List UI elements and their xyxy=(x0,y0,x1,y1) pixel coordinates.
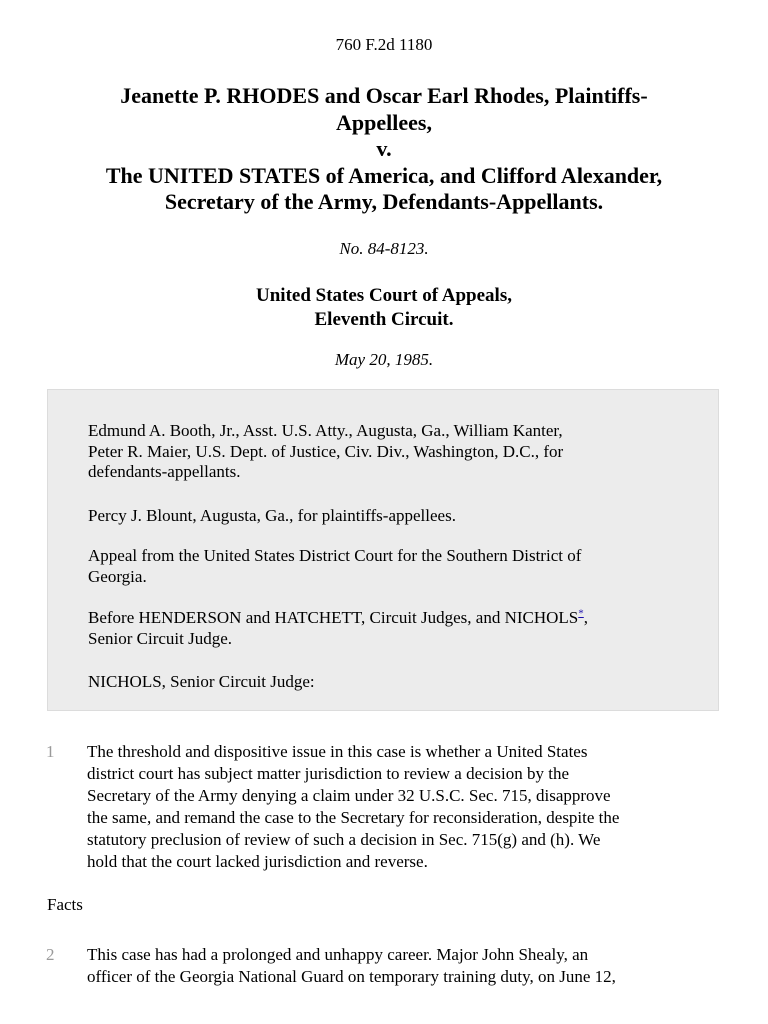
panel-line: Before HENDERSON and HATCHETT, Circuit Judges, and NICHOLS xyxy=(88,608,579,627)
court-name-line: Eleventh Circuit. xyxy=(314,309,454,330)
paragraph-line: The threshold and dispositive issue in this case is whether a United States xyxy=(87,742,588,761)
court-name xyxy=(0,284,768,332)
counsel-line: Peter R. Maier, U.S. Dept. of Justice, Civ. Div., Washington, D.C., for xyxy=(88,441,564,461)
case-title-line: The UNITED STATES of America, and Clifford Alexander, xyxy=(105,162,663,188)
author-line: NICHOLS, Senior Circuit Judge: xyxy=(88,672,315,691)
appeal-line: Appeal from the United States District Court for the Southern District of xyxy=(88,546,582,565)
case-citation: 760 F.2d 1180 xyxy=(335,35,433,54)
paragraph-text xyxy=(87,741,727,873)
paragraph-number: 2 xyxy=(46,945,55,964)
case-title-line: Secretary of the Army, Defendants-Appellants. xyxy=(164,189,604,214)
docket-number: No. 84-8123. xyxy=(339,239,429,258)
appeal-origin xyxy=(88,546,688,587)
counsel-appellees xyxy=(88,506,688,527)
opinion-author xyxy=(88,672,688,693)
panel-judges xyxy=(88,608,688,649)
case-title xyxy=(40,83,728,216)
counsel-line: Percy J. Blount, Augusta, Ga., for plaintiffs-appellees. xyxy=(88,506,456,525)
paragraph-line: This case has had a prolonged and unhappy career. Major John Shealy, an xyxy=(87,945,589,964)
paragraph-line: hold that the court lacked jurisdiction and reverse. xyxy=(87,852,428,871)
section-heading-facts: Facts xyxy=(47,895,83,914)
panel-punct: , xyxy=(583,608,589,627)
paragraph-line: officer of the Georgia National Guard on temporary training duty, on June 12, xyxy=(87,967,616,986)
paragraph-line: Secretary of the Army denying a claim under 32 U.S.C. Sec. 715, disapprove xyxy=(87,786,611,805)
paragraph-number: 1 xyxy=(46,742,55,761)
paragraph-text xyxy=(87,944,727,988)
counsel-line: Edmund A. Booth, Jr., Asst. U.S. Atty., Augusta, Ga., William Kanter, xyxy=(88,421,563,440)
paragraph-line: the same, and remand the case to the Secretary for reconsideration, despite the xyxy=(87,808,620,827)
paragraph-line: statutory preclusion of review of such a decision in Sec. 715(g) and (h). We xyxy=(87,830,601,849)
court-name-line: United States Court of Appeals, xyxy=(256,285,512,306)
case-title-line: Appellees, xyxy=(336,109,432,135)
footnote-link[interactable]: * xyxy=(578,607,584,620)
appeal-line: Georgia. xyxy=(88,566,147,586)
case-title-line: Jeanette P. RHODES and Oscar Earl Rhodes, Plaintiffs- xyxy=(120,83,648,108)
case-info-box xyxy=(47,389,719,711)
panel-line: Senior Circuit Judge. xyxy=(88,628,233,648)
paragraph-line: district court has subject matter jurisdiction to review a decision by the xyxy=(87,764,570,783)
counsel-appellants xyxy=(88,421,688,483)
case-title-line: v. xyxy=(376,136,392,161)
counsel-line: defendants-appellants. xyxy=(88,462,241,481)
decision-date: May 20, 1985. xyxy=(334,350,434,369)
